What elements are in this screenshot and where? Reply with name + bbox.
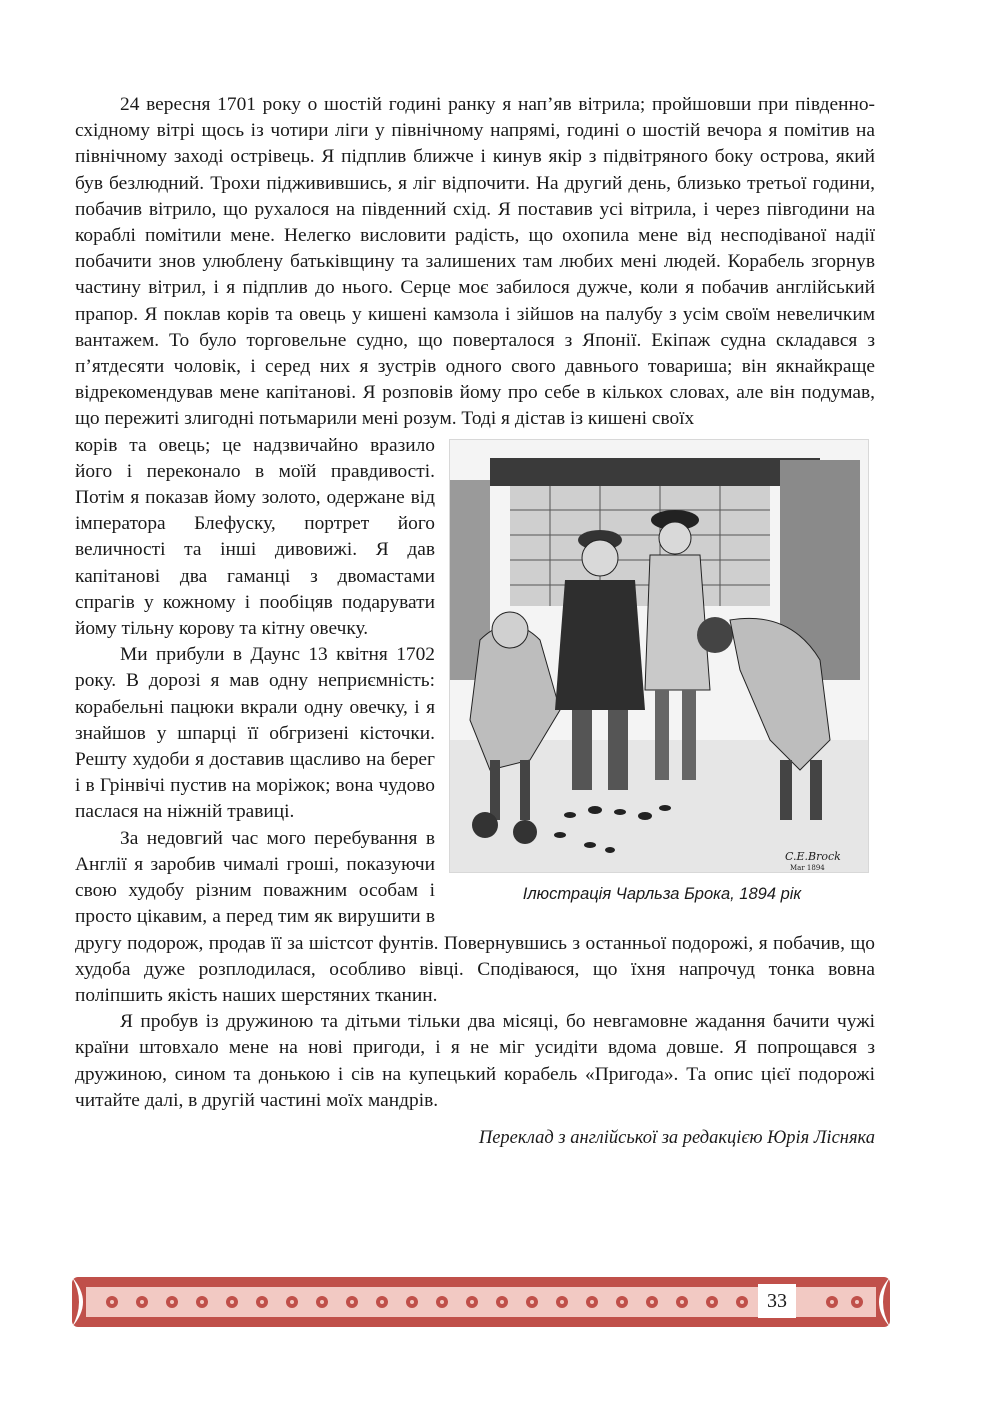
page-number: 33 — [758, 1284, 796, 1318]
figure-caption: Ілюстрація Чарльза Брока, 1894 рік — [522, 884, 802, 903]
paragraph-5: Я пробув із дружиною та дітьми тільки два місяці, бо невгамовне жадання бачити чужі країни штовхало мене на нові пригоди, і я не міг усидіти вдома довше. Я попрощався з дружиною, сином та донькою і сів на купецький корабель «Пригода». Та опис цієї подорожі читайте далі, в другій частині моїх мандрів. — [75, 1011, 875, 1111]
illustration-image — [449, 439, 869, 873]
page-body — [75, 92, 875, 1149]
paragraph-3: Ми прибули в Даунс 13 квітня 1702 року. В дорозі я мав одну неприємність: корабельні пацюки вкрали одну овечку, і я знайшов у шпарці її обгризені кісточки. Решту худоби я доставив щасливо на берег і в Грінвічі пустив на моріжок; вона чудово паслася на ніжній травиці. — [75, 644, 435, 823]
illustration-drawing — [450, 440, 868, 872]
paragraph-1: 24 вересня 1701 року о шостій годині ранку я нап’яв вітрила; пройшовши при південно-східному вітрі щось із чотири ліги у північному напрямі, годині о шостій вечора я помітив на північному заході острівець. Я підплив ближче і кинув якір з підвітряного боку острова, який був безлюдний. Трохи підживившись, я ліг відпочити. На другий день, близько третьої години, побачив вітрило, що рухалося на південний схід. Я поставив усі вітрила, і через півгодини на кораблі помітили мене. Нелегко висловити радість, що охопила мене від несподіваної надії побачити знов улюблену батьківщину та залишених там любих мені людей. Корабель згорнув частину вітрил, і я підплив до нього. Серце моє забилося дужче, коли я побачив англійський прапор. Я поклав корів та овець у кишені камзола і зійшов на палубу з усім своїм невеличким вантажем. То було торговельне судно, що поверталося з Японії. Екіпаж судна складався з п’ятдесяти чоловік, і серед них я зустрів одного свого давнього товариша; він якнайкраще відрекомендував мене капітанові. Я розповів йому про себе в кількох словах, але він подумав, що пережиті злигодні потьмарили мені розум. Тоді я дістав із кишені своїх — [75, 94, 875, 430]
illustration-figure — [449, 439, 875, 904]
illustration-signature: C.E.Brock — [785, 849, 841, 863]
paragraph-2: корів та овець; це надзвичайно вразило його і переконало в моїй правдивості. Потім я показав йому золото, одержане від імператора Блефуску, портрет його величності та інші дивовижі. Я дав капітанові два гаманці з двомастами спрагів у кожному і пообіцяв подарувати йому тільну корову та кітну овечку. — [75, 434, 435, 640]
translation-credit: Переклад з англійської за редакцією Юрія Лісняка — [478, 1127, 875, 1148]
illustration-signature-date: Mar 1894 — [790, 863, 825, 872]
paragraph-4: За недовгий час мого перебування в Англії я заробив чималі гроші, показуючи свою худобу різним поважним особам і просто цікавим, а перед тим як вирушити в другу подорож, продав її за шістсот фунтів. Повернувшись з останньої подорожі, я побачив, що худоба дуже розплодилася, особливо вівці. Сподіваюся, що їхня напрочуд тонка вовна поліпшить якість наших шерстяних тканин. — [75, 827, 875, 1006]
